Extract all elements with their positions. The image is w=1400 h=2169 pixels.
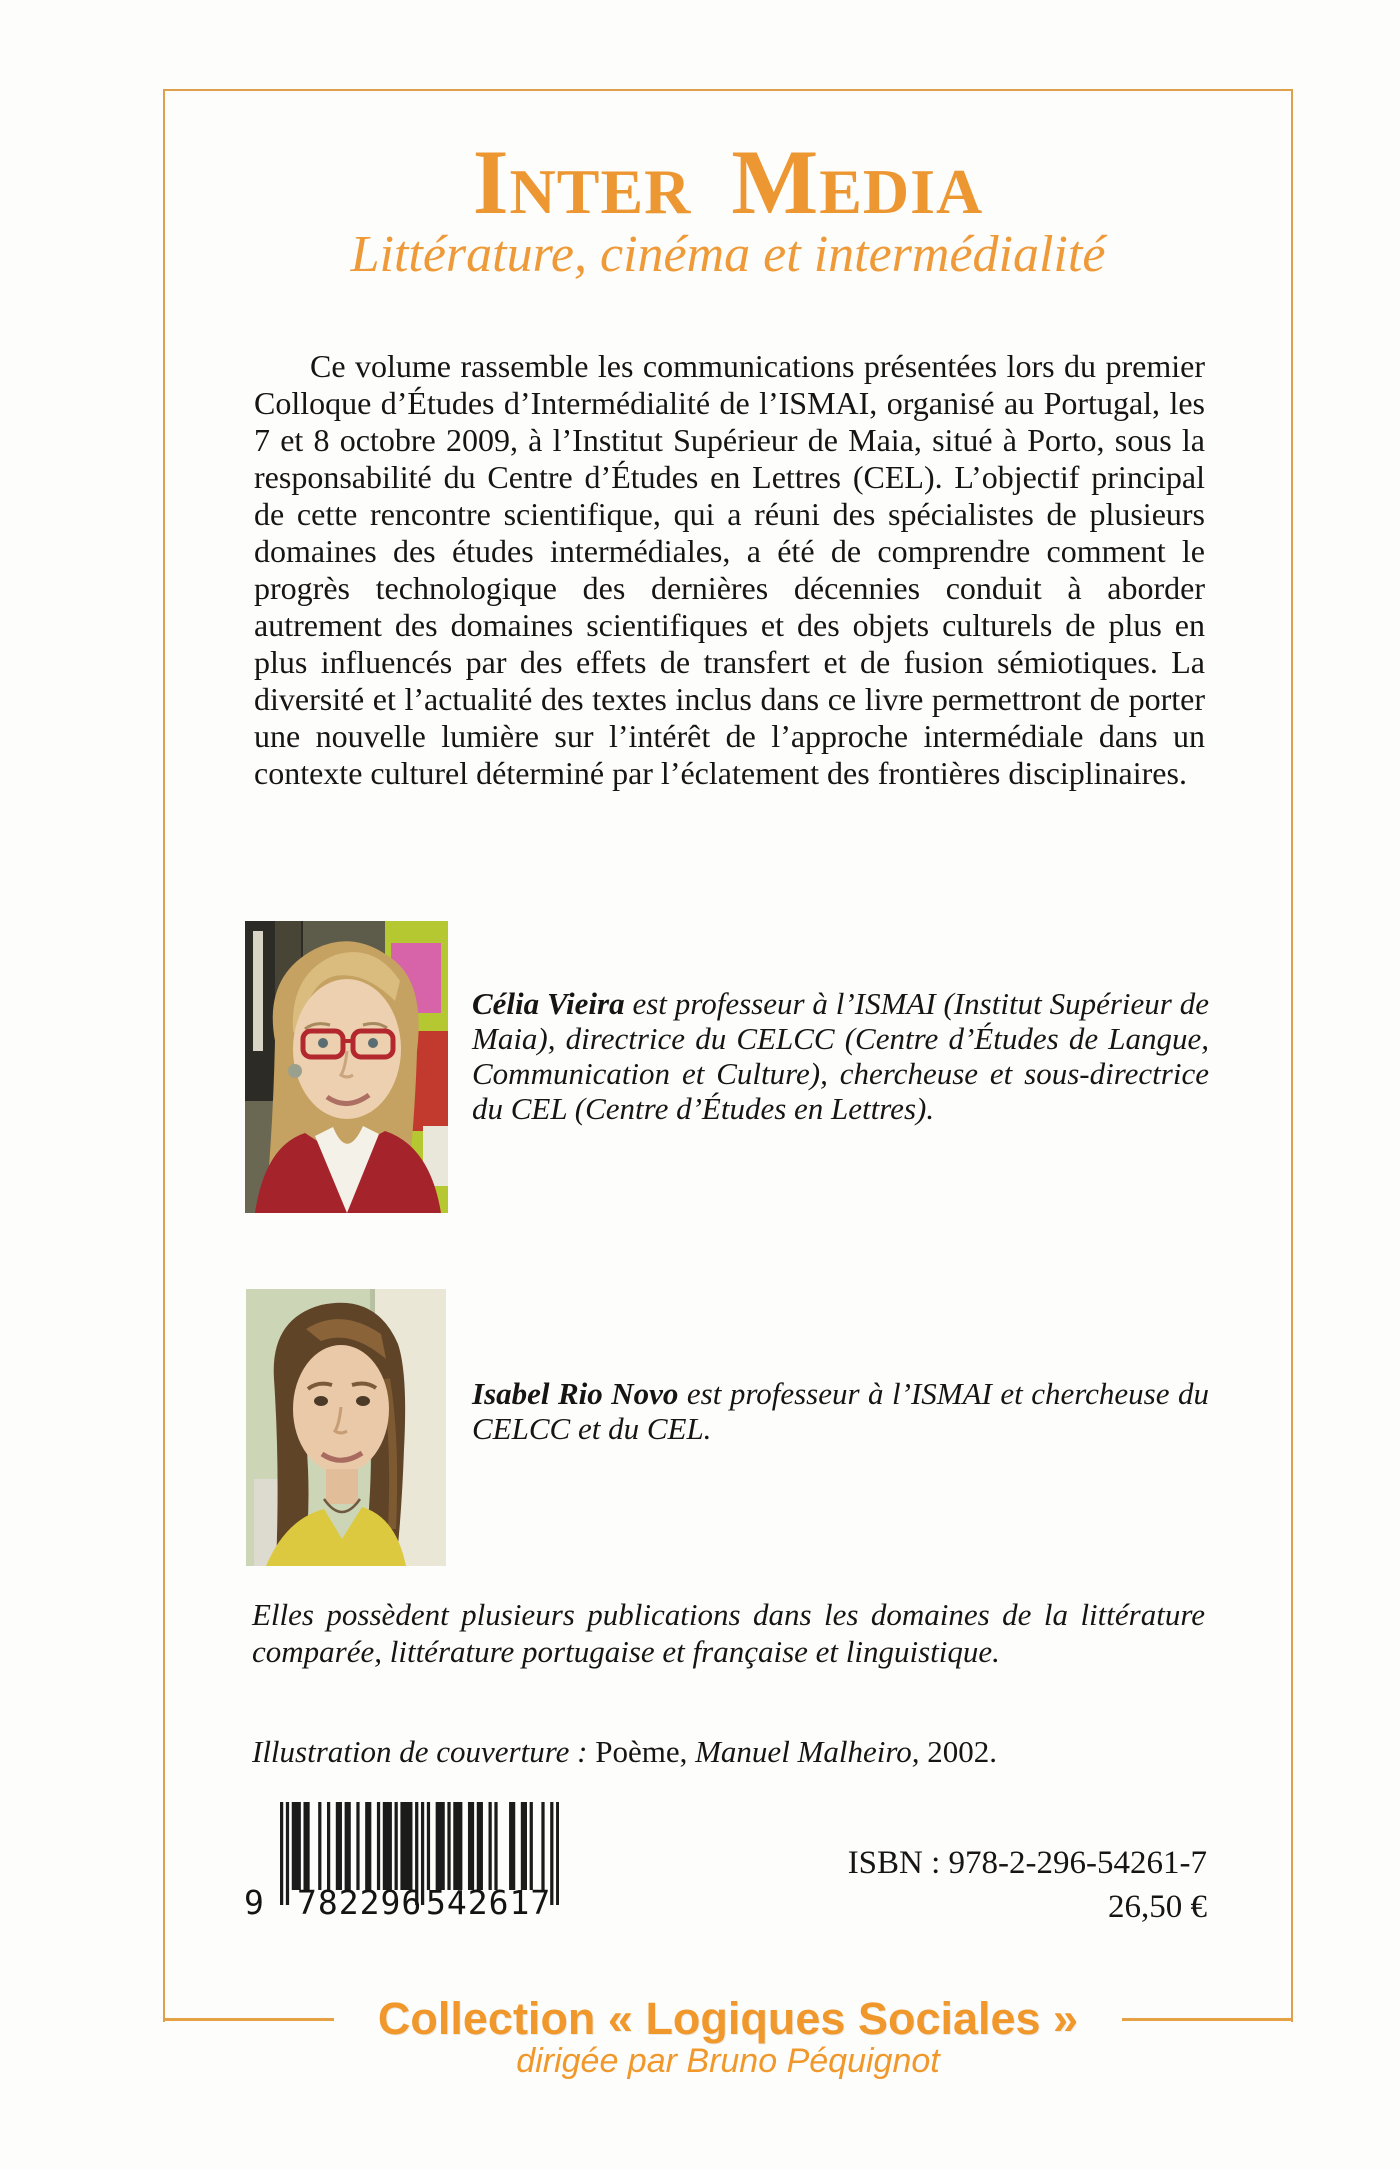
authors-note: Elles possèdent plusieurs publications dans les domaines de la littérature comparée, littérature portugaise et française et linguistique. <box>252 1597 1205 1669</box>
barcode-digit-group: 542617 <box>426 1883 552 1922</box>
cover-credit-artist: Manuel Malheiro, <box>695 1734 928 1769</box>
author-name: Isabel Rio Novo <box>472 1376 679 1411</box>
barcode-lead-digit: 9 <box>244 1883 265 1922</box>
isabel-rio-novo-photo <box>246 1289 446 1566</box>
isabel-rio-novo-bio <box>472 1376 1209 1446</box>
cover-credit-label: Illustration de couverture : <box>252 1734 596 1769</box>
author-name: Célia Vieira <box>472 986 625 1021</box>
ean13-barcode <box>244 1800 574 1930</box>
price-text: 26,50 € <box>1108 1889 1207 1925</box>
author-bio-text: est professeur à l’ISMAI (Institut Supérieur de Maia), directrice du CELCC (Centre d’Études de Langue, Communication et Culture), chercheuse et sous-directrice du CEL (Centre d’Études en Lettres). <box>472 986 1209 1126</box>
collection-banner <box>165 1994 1291 2044</box>
book-title: Inter Media <box>472 131 984 233</box>
celia-vieira-bio <box>472 986 1209 1126</box>
book-subtitle: Littérature, cinéma et intermédialité <box>350 226 1106 283</box>
author-bio-text: est professeur à l’ISMAI et chercheuse du CELCC et du CEL. <box>472 1376 1209 1446</box>
cover-credit-line <box>252 1734 1205 1770</box>
barcode-digit-group: 782296 <box>297 1883 423 1922</box>
collection-director: dirigée par Bruno Péquignot <box>516 2042 940 2080</box>
left-rule <box>165 2018 334 2021</box>
celia-vieira-photo <box>245 921 448 1213</box>
collection-title: Collection « Logiques Sociales » <box>377 1993 1079 2044</box>
cover-credit-work: Poème, <box>595 1734 696 1769</box>
isbn-text: ISBN : 978-2-296-54261-7 <box>847 1845 1207 1881</box>
right-rule <box>1122 2018 1291 2021</box>
synopsis-paragraph: Ce volume rassemble les communications présentées lors du premier Colloque d’Études d’Intermédialité de l’ISMAI, organisé au Portugal, les 7 et 8 octobre 2009, à l’Institut Supérieur de Maia, situé à Porto, sous la responsabilité du Centre d’Études en Lettres (CEL). L’objectif principal de cette rencontre scientifique, qui a réuni des spécialistes de plusieurs domaines des études intermédiales, a été de comprendre comment le progrès technologique des dernières décennies conduit à aborder autrement des domaines scientifiques et des objets culturels de plus en plus influencés par des effets de transfert et de fusion sémiotiques. La diversité et l’actualité des textes inclus dans ce livre permettront de porter une nouvelle lumière sur l’intérêt de l’approche intermédiale dans un contexte culturel déterminé par l’éclatement des frontières disciplinaires. <box>254 348 1205 791</box>
cover-credit-year: 2002. <box>927 1734 998 1769</box>
